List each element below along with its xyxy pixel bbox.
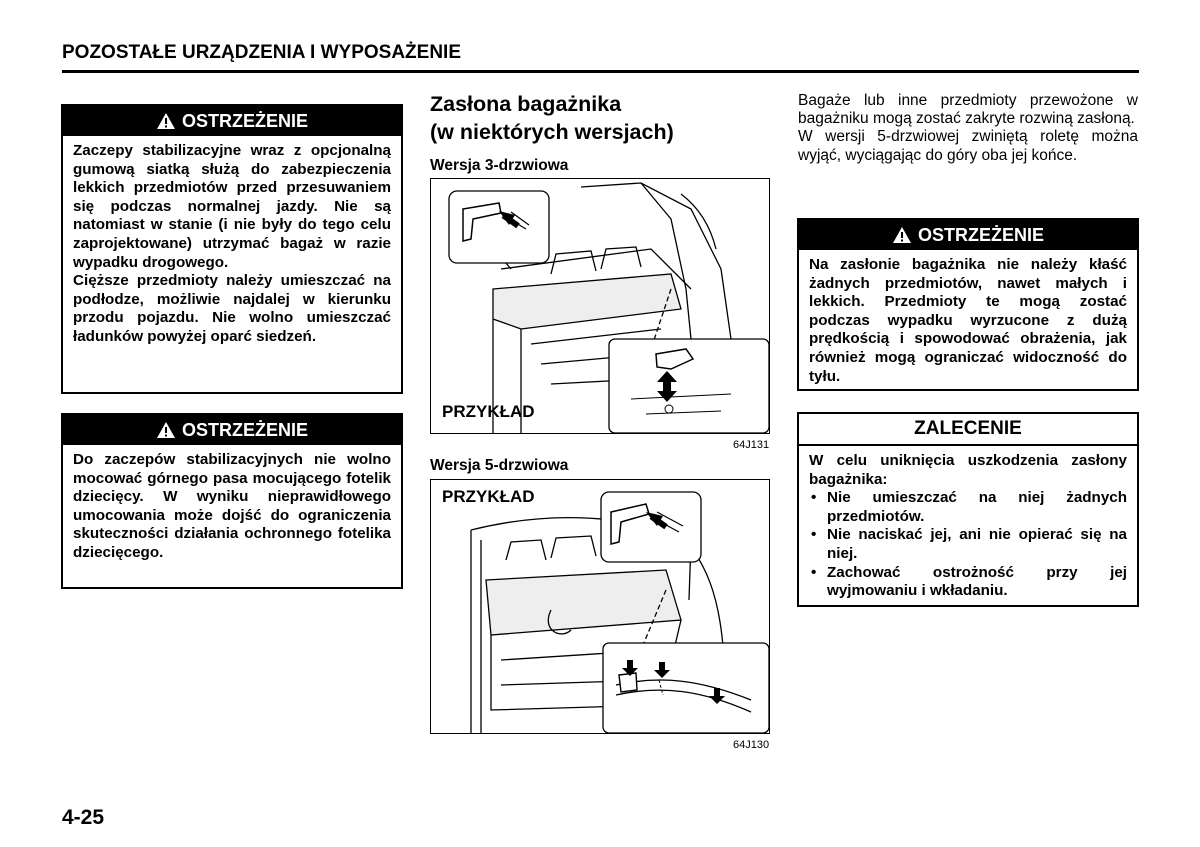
figure1-caption: Wersja 3-drzwiowa xyxy=(430,157,569,174)
warning-header xyxy=(63,415,401,445)
figure2-caption: Wersja 5-drzwiowa xyxy=(430,457,569,474)
warning-triangle-icon xyxy=(892,226,912,244)
list-item: • Nie umieszczać na niej żadnych przedmiotów. xyxy=(809,489,1127,526)
figure2-label: PRZYKŁAD xyxy=(442,487,535,506)
page-header: POZOSTAŁE URZĄDZENIA I WYPOSAŻENIE xyxy=(62,42,462,63)
recommendation-box xyxy=(797,412,1139,607)
section-title xyxy=(430,90,674,146)
warning-header xyxy=(799,220,1137,250)
figure1-label: PRZYKŁAD xyxy=(442,402,535,421)
trunk-cover-3door-illustration xyxy=(431,179,770,434)
warning-header xyxy=(63,106,401,136)
warning-paragraph: Zaczepy stabilizacyjne wraz z opcjonalną gumową siatką służą do zabezpieczenia lekkich przedmiotów przed przesuwaniem się podczas normalnej jazdy. Nie są natomiast w stanie (i nie były do tego celu zaprojektowane) utrzymać bagaż w razie wypadku drogowego. xyxy=(73,142,391,271)
warning-title: OSTRZEŻENIE xyxy=(181,419,308,440)
warning-box-3 xyxy=(797,218,1139,391)
recommendation-intro: W celu uniknięcia uszkodzenia zasłony bagażnika: xyxy=(809,452,1127,488)
warning-body xyxy=(63,445,401,569)
warning-paragraph: Na zasłonie bagażnika nie należy kłaść żadnych przedmiotów, nawet małych i lekkich. Przedmioty te mogą zostać podczas wypadku wyrzucone z dużą prędkością i spowodować obrażenia, jak również mogą ograniczać widoczność do tyłu. xyxy=(809,256,1127,385)
list-item: • Zachować ostrożność przy jej wyjmowaniu i wkładaniu. xyxy=(809,564,1127,601)
list-item: • Nie naciskać jej, ani nie opierać się na niej. xyxy=(809,526,1127,563)
figure1-code: 64J131 xyxy=(733,439,770,451)
warning-triangle-icon xyxy=(156,112,176,130)
warning-box-2 xyxy=(61,413,403,589)
figure1-illustration xyxy=(430,178,770,434)
warning-body xyxy=(799,250,1137,392)
section-title-line: (w niektórych wersjach) xyxy=(430,120,674,144)
section-title-line: Zasłona bagażnika xyxy=(430,92,622,116)
header-rule xyxy=(62,70,1139,73)
warning-title: OSTRZEŻENIE xyxy=(181,110,308,131)
intro-paragraph: W wersji 5-drzwiowej zwiniętą roletę można wyjąć, wyciągając do góry oba jej końce. xyxy=(798,128,1138,164)
page-number: 4-25 xyxy=(62,806,105,829)
warning-title: OSTRZEŻENIE xyxy=(917,224,1044,245)
intro-text xyxy=(798,92,1138,165)
warning-box-1 xyxy=(61,104,403,394)
figure2-code: 64J130 xyxy=(733,739,770,751)
warning-triangle-icon xyxy=(156,421,176,439)
warning-paragraph: Do zaczepów stabilizacyjnych nie wolno mocować górnego pasa mocującego fotelik dziecięcy. W wyniku nieprawidłowego umocowania może dojść do ograniczenia skuteczności działania ochronnego fotelika dziecięcego. xyxy=(73,451,391,561)
trunk-cover-5door-illustration xyxy=(431,480,770,734)
figure2-illustration xyxy=(430,479,770,734)
warning-body xyxy=(63,136,401,353)
warning-paragraph: Cięższe przedmioty należy umieszczać na podłodze, możliwie najdalej w kierunku przodu pojazdu. Nie wolno umieszczać ładunków powyżej oparć siedzeń. xyxy=(73,272,391,345)
intro-paragraph: Bagaże lub inne przedmioty przewożone w bagażniku mogą zostać zakryte rozwiną zasłoną. xyxy=(798,92,1138,128)
recommendation-body xyxy=(799,446,1137,607)
recommendation-header: ZALECENIE xyxy=(799,414,1137,446)
recommendation-list xyxy=(809,489,1127,601)
